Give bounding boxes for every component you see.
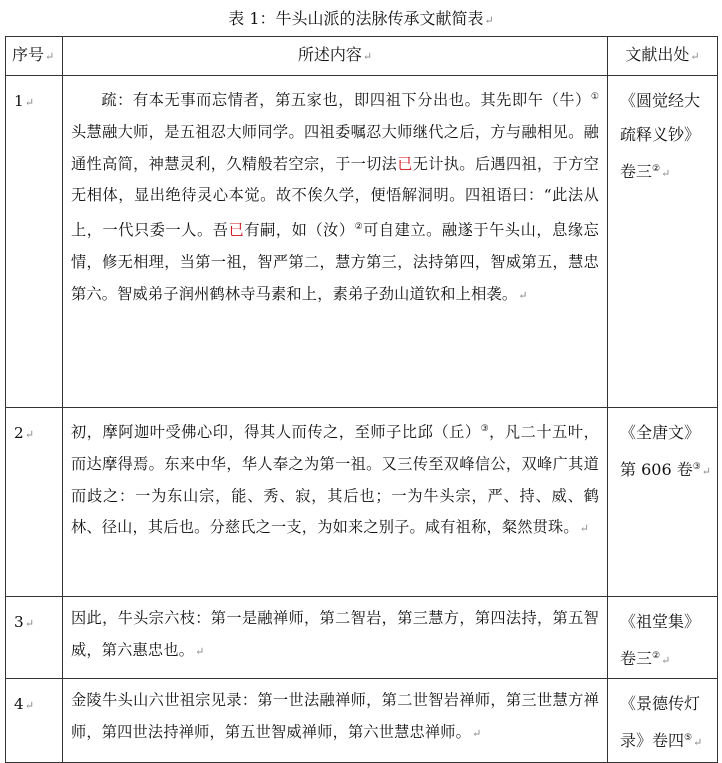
row-source [608, 679, 718, 763]
table-header-row [6, 37, 718, 76]
table-row [6, 76, 718, 408]
return-mark: ↵ [579, 522, 590, 536]
text-run: 《景德传灯录》卷四 [620, 694, 701, 750]
row-content [63, 679, 608, 763]
return-mark: ↵ [693, 736, 703, 749]
text-run: ，凡二十五叶，而达摩得焉。东来中华，华人奉之为第一祖。又三传至双峰信公，双峰广其道而歧之：一为东山宗，能、秀、寂，其后也；一为牛头宗，严、持、威、鹤林、径山，其后也。分慈氏之一支，为如来之别子。咸有祖称，粲然贯珠。 [71, 423, 599, 537]
text-run: 无计执。后遇四祖，于方空无相体，显出绝待灵心本觉。故不俟久学，便悟解洞明。四祖语曰：“此法从上，一代只委一人。吾 [71, 154, 600, 240]
footnote-marker: ② [354, 222, 364, 233]
table-row [6, 408, 718, 597]
row-source [608, 76, 718, 408]
text-run: 头慧融大师，是五祖忍大师同学。四祖委嘱忍大师继代之后，方与融相见。融通性高简，神慧灵利，久精般若空宗，于一切法 [71, 122, 599, 173]
table-row [6, 597, 718, 679]
return-mark: ↵ [45, 50, 55, 63]
return-mark: ↵ [195, 644, 205, 658]
return-mark: ↵ [484, 14, 494, 27]
table-caption [0, 7, 722, 33]
row-number: 4↵ [6, 679, 63, 763]
row-content [63, 408, 608, 597]
row-number: 2↵ [6, 408, 63, 597]
footnote-marker: ② [652, 651, 661, 661]
footnote-marker: ⑤ [684, 733, 693, 743]
text-run: 《祖堂集》卷三 [620, 612, 701, 668]
footnote-marker: ③ [692, 462, 701, 472]
text-run: 《全唐文》第 606 卷 [620, 423, 701, 479]
return-mark: ↵ [472, 726, 482, 740]
row-source [608, 597, 718, 679]
text-run: 初，摩阿迦叶受佛心印，得其人而传之，至师子比邱（丘） [71, 423, 481, 441]
row-number: 3↵ [6, 597, 63, 679]
footnote-marker: ① [590, 92, 599, 102]
text-run: 《圆觉经大疏释义钞》卷三 [620, 91, 701, 181]
return-mark: ↵ [661, 654, 671, 667]
return-mark: ↵ [362, 50, 373, 63]
row-number: 1↵ [6, 76, 63, 408]
header-content: 所述内容↵ [63, 37, 608, 76]
text-run: 疏：有本无事而忘情者，第五家也，即四祖下分出也。其先即午（牛） [101, 91, 591, 109]
text-run: 因此，牛头宗六枝：第一是融禅师，第二智岩，第三慧方，第四法持，第五智威，第六惠忠也。 [71, 609, 599, 659]
table-row [6, 679, 718, 763]
return-mark: ↵ [661, 167, 671, 180]
text-run: 金陵牛头山六世祖宗见录：第一世法融禅师，第二世智岩禅师，第三世慧方禅师，第四世法持禅师，第五世智威禅师，第六世慧忠禅师。 [71, 691, 599, 741]
row-source [608, 408, 718, 597]
text-run: 有嗣，如（汝） [244, 221, 355, 240]
highlighted-char: 已 [228, 221, 245, 240]
header-no: 序号↵ [6, 37, 63, 76]
return-mark: ↵ [518, 288, 528, 302]
highlighted-char: 已 [397, 154, 413, 173]
lineage-table [5, 36, 718, 763]
return-mark: ↵ [690, 50, 700, 63]
header-source: 文献出处↵ [608, 37, 718, 76]
return-mark: ↵ [701, 465, 712, 478]
row-content [63, 76, 608, 408]
footnote-marker: ② [652, 164, 661, 174]
text-run: 可自建立。融遂于午头山，息缘忘情，修无相理，当第一祖，智严第二，慧方第三，法持第四，智威第五，慧忠第六。智威弟子润州鹤林寺马素和上，素弟子劲山道钦和上相袭。 [71, 221, 600, 303]
caption-text: 表 1：牛头山派的法脉传承文献简表 [228, 9, 484, 28]
footnote-marker: ③ [480, 424, 490, 434]
row-content [63, 597, 608, 679]
